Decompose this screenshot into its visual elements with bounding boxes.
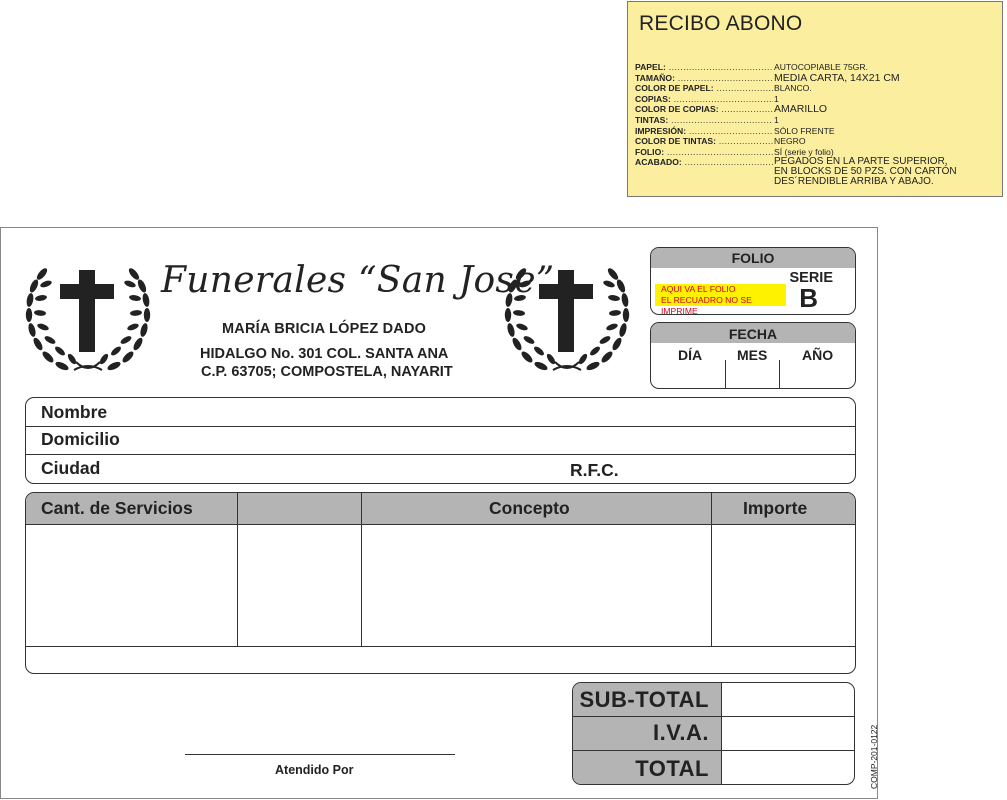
footer-divider [26, 646, 855, 647]
spec-value: BLANCO. [774, 83, 812, 94]
owner-name: MARÍA BRICIA LÓPEZ DADO [222, 321, 427, 337]
spec-label: TINTAS: ..... [635, 115, 773, 126]
folio-note-line2: EL RECUADRO NO SE IMPRIME [661, 295, 752, 315]
spec-row-paper-color [635, 83, 995, 94]
spec-value: AUTOCOPIABLE 75GR. [774, 62, 868, 72]
spec-label: COLOR DE COPIAS: ..... [635, 104, 773, 115]
form-code: COMP-201-0122 [869, 724, 879, 789]
spec-label: IMPRESIÓN: ..... [635, 126, 773, 137]
folio-title: FOLIO [651, 248, 855, 268]
cross-wreath-icon [24, 258, 152, 378]
iva-label: I.V.A. [653, 720, 709, 745]
totals-box [572, 682, 855, 785]
spec-row-printing [635, 126, 995, 137]
month-label: MES [737, 347, 768, 363]
date-box [650, 322, 856, 389]
totals-row-divider [573, 750, 854, 751]
services-table [25, 492, 856, 674]
serie-label: SERIE [789, 270, 833, 286]
date-title: FECHA [651, 323, 855, 343]
date-divider [725, 360, 726, 388]
spec-label: COLOR DE TINTAS: ..... [635, 136, 773, 147]
address-label: Domicilio [41, 429, 120, 449]
spec-row-size [635, 73, 995, 84]
attended-by-label: Atendido Por [275, 763, 354, 777]
signature-line [185, 754, 455, 755]
row-divider [26, 426, 855, 427]
spec-value: MEDIA CARTA, 14X21 CM [774, 71, 900, 84]
spec-label: COLOR DE PAPEL: ..... [635, 83, 773, 94]
column-divider [711, 493, 712, 647]
spec-row-finish [635, 156, 995, 188]
spec-label: ACABADO: ..... [635, 157, 773, 168]
column-divider [237, 493, 238, 647]
spec-row-paper [635, 62, 995, 73]
name-label: Nombre [41, 402, 108, 422]
totals-divider [721, 683, 722, 784]
year-label: AÑO [802, 347, 834, 363]
col-header-quantity: Cant. de Servicios [41, 498, 193, 518]
spec-title: RECIBO ABONO [639, 12, 803, 35]
total-label: TOTAL [635, 756, 709, 781]
spec-row-inks [635, 115, 995, 126]
company-name: Funerales “San Jose” [161, 260, 555, 301]
customer-box [25, 397, 856, 484]
spec-value: SÓLO FRENTE [774, 125, 835, 136]
spec-label: COPIAS: ..... [635, 94, 773, 105]
totals-row-divider [573, 716, 854, 717]
spec-label: FOLIO: ..... [635, 147, 773, 158]
receipt-form [0, 227, 878, 799]
city-label: Ciudad [41, 458, 101, 478]
col-header-concept: Concepto [489, 498, 570, 518]
spec-card [627, 1, 1003, 197]
rfc-label: R.F.C. [570, 460, 619, 480]
spec-list [635, 62, 995, 188]
header-divider [26, 524, 855, 525]
spec-label: TAMAÑO: ..... [635, 73, 773, 84]
date-divider [779, 360, 780, 388]
folio-note-line1: AQUI VA EL FOLIO [661, 284, 736, 294]
spec-value: 1 [774, 114, 779, 125]
spec-value: AMARILLO [774, 103, 828, 116]
spec-value: 1 [774, 93, 779, 104]
folio-box [650, 247, 856, 315]
row-divider [26, 454, 855, 455]
col-header-amount: Importe [743, 498, 808, 518]
subtotal-label: SUB-TOTAL [579, 687, 709, 712]
serie-value: B [799, 283, 818, 313]
spec-value: NEGRO [774, 136, 806, 147]
spec-label: PAPEL: ..... [635, 62, 773, 73]
column-divider [361, 493, 362, 647]
address-line-1: HIDALGO No. 301 COL. SANTA ANA [200, 346, 449, 362]
address-line-2: C.P. 63705; COMPOSTELA, NAYARIT [201, 364, 453, 380]
spec-row-copy-color [635, 104, 995, 115]
folio-placeholder-note [655, 284, 786, 315]
spec-row-ink-color [635, 136, 995, 147]
day-label: DÍA [678, 347, 703, 363]
spec-value: SÍ (serie y folio) [774, 146, 834, 157]
spec-value: PEGADOS EN LA PARTE SUPERIOR, EN BLOCKS DE 50 PZS. CON CARTÓN DES´RENDIBLE ARRIBA Y ABAJO. [774, 156, 957, 188]
